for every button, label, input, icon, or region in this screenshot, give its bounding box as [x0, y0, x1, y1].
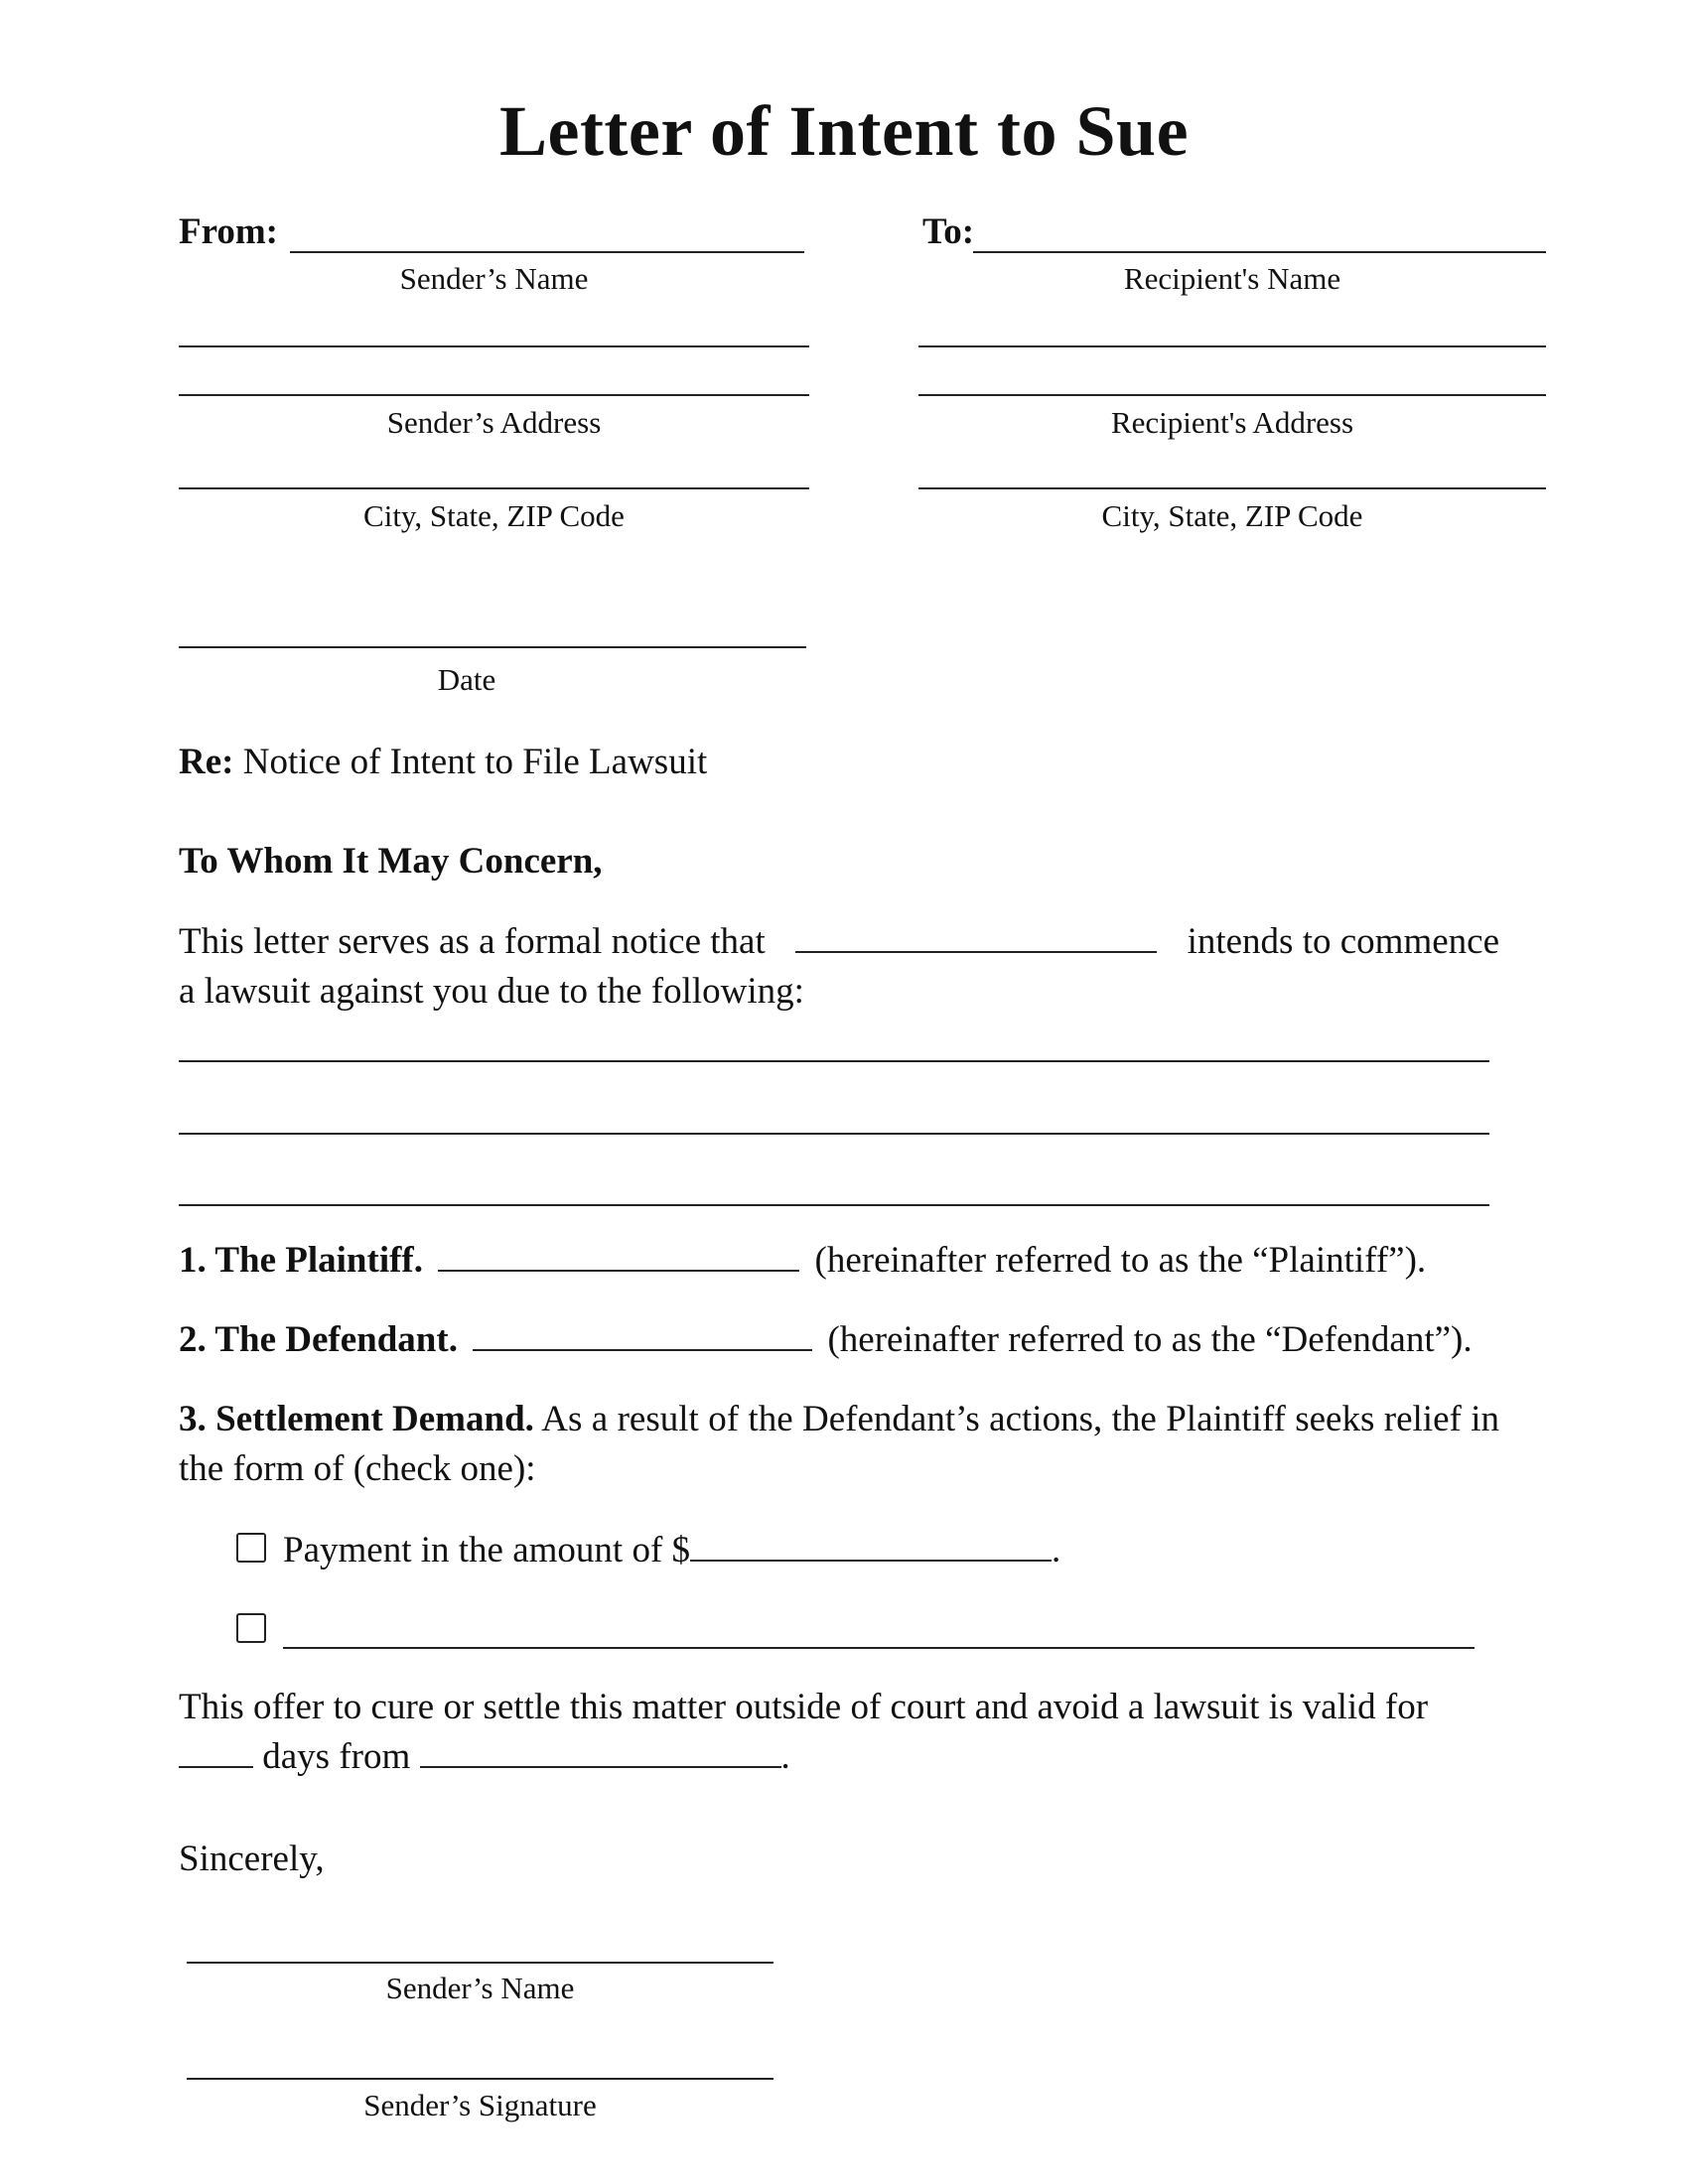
from-label: From: [179, 211, 278, 252]
settlement-item [179, 1395, 1499, 1494]
offer-end: . [780, 1736, 790, 1777]
reason-line-3[interactable] [179, 1204, 1489, 1206]
to-label: To: [922, 211, 975, 252]
plaintiff-label: 1. The Plaintiff. [179, 1240, 423, 1281]
date-line[interactable] [179, 646, 806, 648]
intro-line-2: a lawsuit against you due to the following: [179, 971, 804, 1012]
sender-city-line[interactable] [179, 487, 809, 489]
settlement-text: As a result of the Defendant’s actions, the Plaintiff seeks relief in the form of (check one): [179, 1399, 1499, 1489]
recipient-city-line[interactable] [918, 487, 1546, 489]
closing: Sincerely, [179, 1839, 325, 1879]
recipient-address-caption: Recipient's Address [1110, 405, 1354, 440]
recipient-address-line-2[interactable] [918, 394, 1546, 396]
document-title: Letter of Intent to Sue [498, 91, 1190, 171]
intro-text-part1: This letter serves as a formal notice that [179, 921, 766, 962]
other-relief-line[interactable] [283, 1647, 1475, 1649]
plaintiff-name-blank[interactable] [438, 1236, 799, 1272]
sender-name-caption: Sender’s Name [399, 261, 589, 296]
payment-amount-blank[interactable] [690, 1526, 1052, 1562]
re-line [179, 738, 707, 787]
defendant-name-blank[interactable] [473, 1315, 812, 1351]
intro-line-1 [179, 917, 1499, 967]
sender-name-line[interactable] [290, 251, 804, 253]
payment-prefix: Payment in the amount of $ [283, 1530, 691, 1570]
defendant-item [179, 1315, 1509, 1365]
offer-days-text: days from [262, 1736, 411, 1777]
offer-line-2 [179, 1732, 1499, 1782]
signature-name-line[interactable] [187, 1962, 774, 1964]
payment-checkbox[interactable] [236, 1533, 266, 1563]
reason-line-1[interactable] [179, 1060, 1489, 1062]
salutation: To Whom It May Concern, [179, 841, 603, 882]
signature-line[interactable] [187, 2078, 774, 2080]
other-relief-checkbox[interactable] [236, 1613, 266, 1643]
intro-text-part2: intends to commence [1187, 921, 1499, 962]
sender-address-line-2[interactable] [179, 394, 809, 396]
re-label: Re: [179, 742, 234, 782]
signature-name-caption: Sender’s Name [385, 1971, 575, 2005]
sender-address-caption: Sender’s Address [386, 405, 602, 440]
re-text: Notice of Intent to File Lawsuit [242, 742, 708, 782]
defendant-label: 2. The Defendant. [179, 1319, 458, 1360]
date-caption: Date [437, 662, 496, 697]
offer-line-1: This offer to cure or settle this matter outside of court and avoid a lawsuit is valid for [179, 1687, 1429, 1727]
plaintiff-suffix: (hereinafter referred to as the “Plaintiff”). [814, 1240, 1427, 1281]
sender-city-caption: City, State, ZIP Code [363, 498, 625, 533]
sender-address-line-1[interactable] [179, 345, 809, 347]
intent-party-blank[interactable] [795, 917, 1157, 953]
recipient-name-caption: Recipient's Name [1123, 261, 1341, 296]
reason-line-2[interactable] [179, 1133, 1489, 1135]
payment-option [283, 1526, 1060, 1575]
intro-paragraph [179, 917, 1499, 1017]
signature-caption: Sender’s Signature [363, 2088, 597, 2122]
offer-days-blank[interactable] [179, 1732, 253, 1768]
offer-date-blank[interactable] [420, 1732, 781, 1768]
recipient-address-line-1[interactable] [918, 345, 1546, 347]
recipient-name-line[interactable] [973, 251, 1546, 253]
settlement-label: 3. Settlement Demand. [179, 1399, 534, 1439]
offer-paragraph [179, 1683, 1499, 1782]
plaintiff-item [179, 1236, 1509, 1286]
defendant-suffix: (hereinafter referred to as the “Defendant”). [827, 1319, 1473, 1360]
payment-suffix: . [1052, 1530, 1061, 1570]
recipient-city-caption: City, State, ZIP Code [1101, 498, 1363, 533]
